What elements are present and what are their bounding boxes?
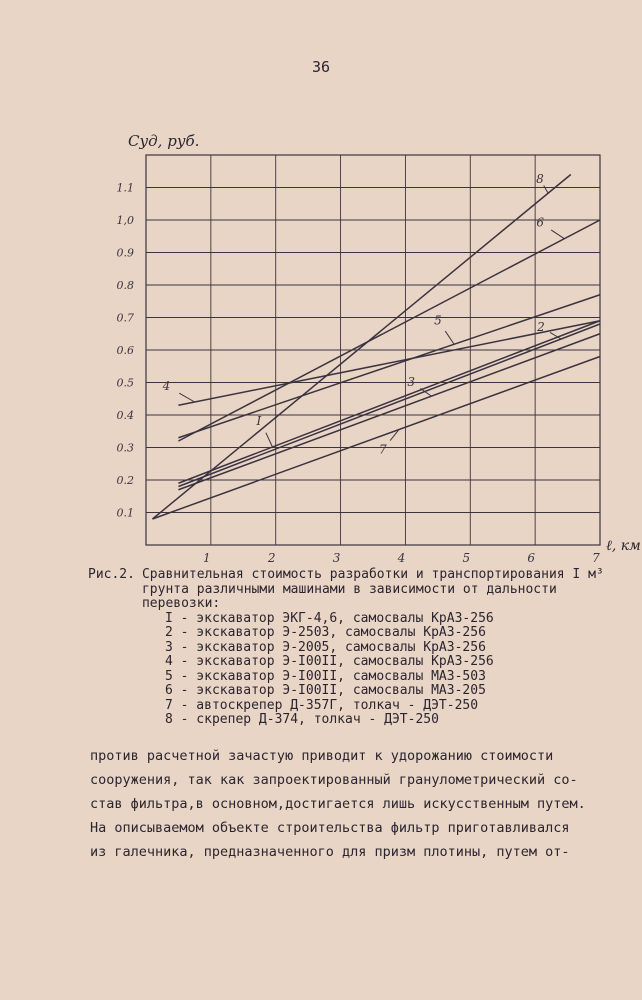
series-label: 4	[162, 379, 171, 393]
y-tick-label: 0.6	[116, 344, 134, 357]
x-tick-label: 5	[462, 551, 471, 565]
legend-item: 3 - экскаватор Э-2005, самосвалы КрАЗ-256	[165, 639, 486, 655]
y-tick-label: 0.4	[116, 409, 134, 422]
y-axis-label: Cуд, руб.	[128, 132, 200, 150]
y-tick-label: 0.8	[116, 279, 134, 292]
figure-legend	[165, 612, 608, 728]
x-axis-label: ℓ, км	[606, 538, 641, 554]
series-line-3	[178, 334, 600, 490]
series-label-leader	[266, 433, 273, 447]
series-label: 8	[536, 172, 544, 187]
series-label: 6	[536, 215, 544, 230]
series-label-leader	[551, 230, 564, 239]
series-label: 7	[378, 442, 387, 457]
x-tick-label: 3	[332, 551, 341, 565]
y-tick-label: 0.9	[116, 246, 134, 260]
series-label: I	[256, 414, 262, 428]
x-tick-label: 2	[267, 551, 276, 565]
y-tick-label: 1,0	[116, 214, 134, 227]
y-tick-label: 0.1	[116, 506, 134, 520]
legend-item: 7 - автоскрепер Д-357Г, толкач - ДЭТ-250	[165, 697, 479, 713]
series-line-8	[152, 175, 570, 520]
legend-item: 5 - экскаватор Э-I00II, самосвалы МАЗ-503	[165, 668, 486, 684]
series-label: 2	[537, 320, 545, 334]
body-line: став фильтра,в основном,достигается лишь искусственным путем.	[90, 796, 586, 812]
series-label: 5	[434, 313, 442, 328]
series-line-7	[152, 357, 600, 520]
legend-item: 2 - экскаватор Э-2503, самосвалы КрАЗ-256	[165, 625, 486, 640]
series-label-leader	[445, 331, 454, 344]
body-paragraph	[90, 744, 610, 864]
legend-item: 8 - скрепер Д-374, толкач - ДЭТ-250	[165, 712, 439, 727]
figure-caption-label: Рис.2.	[88, 567, 135, 582]
page-number: 36	[311, 58, 331, 76]
series-label-leader	[179, 393, 194, 402]
series-line-5	[178, 295, 600, 438]
y-tick-label: 1.1	[116, 181, 134, 195]
x-tick-label: 4	[397, 551, 406, 565]
body-line: На описываемом объекте строительства фильтр приготавливался	[90, 820, 570, 836]
x-tick-label: 1	[203, 551, 211, 565]
y-tick-label: 0.3	[116, 441, 134, 455]
x-tick-label: 6	[527, 551, 535, 565]
x-tick-label: 7	[592, 551, 600, 565]
y-tick-label: 0.7	[116, 311, 134, 325]
body-line: из галечника, предназначенного для призм плотины, путем от-	[90, 844, 570, 860]
body-line: сооружения, так как запроектированный гранулометрический со-	[90, 772, 578, 788]
legend-item: 6 - экскаватор Э-I00II, самосвалы МАЗ-205	[165, 683, 486, 698]
legend-item: 4 - экскаватор Э-I00II, самосвалы КрАЗ-256	[165, 654, 494, 669]
series-label-leader	[544, 185, 548, 193]
legend-item: I - экскаватор ЭКГ-4,6, самосвалы КрАЗ-256	[165, 610, 494, 626]
series-line-2	[178, 324, 600, 487]
y-tick-label: 0.5	[116, 376, 134, 390]
series-line-I	[178, 321, 600, 484]
figure-caption-text: Сравнительная стоимость разработки и транспортирования I м³ грунта различными машинами в зависимости от дальности перевозки:	[141, 567, 604, 611]
figure-caption	[88, 568, 608, 728]
series-label: 3	[407, 375, 416, 390]
y-tick-label: 0.2	[116, 474, 134, 487]
body-line: против расчетной зачастую приводит к удорожанию стоимости	[90, 748, 554, 764]
